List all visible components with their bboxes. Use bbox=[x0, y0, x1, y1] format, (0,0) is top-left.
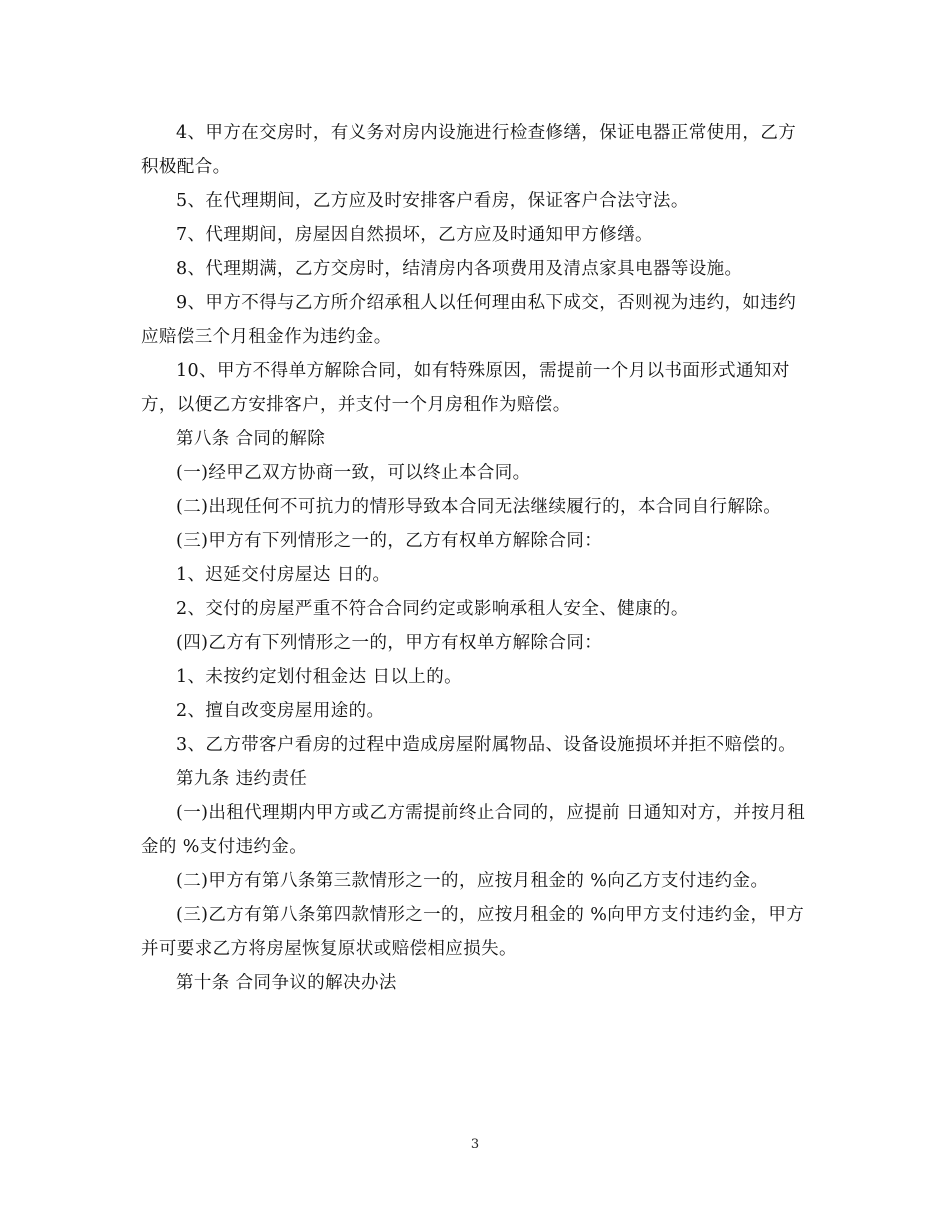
clause-8-paragraph: 8、代理期满，乙方交房时，结清房内各项费用及清点家具电器等设施。 bbox=[176, 259, 743, 279]
clause-7-paragraph: 7、代理期间，房屋因自然损坏，乙方应及时通知甲方修缮。 bbox=[176, 225, 653, 245]
article-10-heading: 第十条 合同争议的解决办法 bbox=[176, 973, 397, 993]
article-8-heading: 第八条 合同的解除 bbox=[176, 429, 326, 449]
termination-item-3-sub-2: 2、交付的房屋严重不符合合同约定或影响承租人安全、健康的。 bbox=[176, 599, 689, 619]
clause-10-paragraph: 10、甲方不得单方解除合同，如有特殊原因，需提前一个月以书面形式通知对方，以便乙方安排客户，并支付一个月房租作为赔偿。 bbox=[141, 361, 790, 415]
clause-5-paragraph: 5、在代理期间，乙方应及时安排客户看房，保证客户合法守法。 bbox=[176, 191, 689, 211]
termination-item-4-sub-2: 2、擅自改变房屋用途的。 bbox=[176, 701, 385, 721]
termination-item-2: (二)出现任何不可抗力的情形导致本合同无法继续履行的，本合同自行解除。 bbox=[176, 497, 782, 517]
termination-item-4-sub-1: 1、未按约定划付租金达 日以上的。 bbox=[176, 667, 462, 687]
termination-item-3-sub-1: 1、迟延交付房屋达 日的。 bbox=[176, 565, 391, 585]
termination-item-1: (一)经甲乙双方协商一致，可以终止本合同。 bbox=[176, 463, 531, 483]
document-body bbox=[141, 116, 813, 1000]
termination-item-4: (四)乙方有下列情形之一的，甲方有权单方解除合同： bbox=[176, 633, 603, 653]
article-9-heading: 第九条 违约责任 bbox=[176, 769, 308, 789]
liability-item-1: (一)出租代理期内甲方或乙方需提前终止合同的，应提前 日通知对方，并按月租金的 %支付违约金。 bbox=[141, 803, 806, 857]
termination-item-3: (三)甲方有下列情形之一的，乙方有权单方解除合同： bbox=[176, 531, 603, 551]
liability-item-2: (二)甲方有第八条第三款情形之一的，应按月租金的 %向乙方支付违约金。 bbox=[176, 871, 769, 891]
clause-4-paragraph: 4、甲方在交房时，有义务对房内设施进行检查修缮，保证电器正常使用，乙方积极配合。 bbox=[141, 123, 797, 177]
liability-item-3: (三)乙方有第八条第四款情形之一的，应按月租金的 %向甲方支付违约金，甲方并可要求乙方将房屋恢复原状或赔偿相应损失。 bbox=[141, 905, 805, 959]
termination-item-4-sub-3: 3、乙方带客户看房的过程中造成房屋附属物品、设备设施损坏并拒不赔偿的。 bbox=[176, 735, 797, 755]
page-number: 3 bbox=[470, 1137, 480, 1152]
clause-9-paragraph: 9、甲方不得与乙方所介绍承租人以任何理由私下成交，否则视为违约，如违约应赔偿三个月租金作为违约金。 bbox=[141, 293, 797, 347]
